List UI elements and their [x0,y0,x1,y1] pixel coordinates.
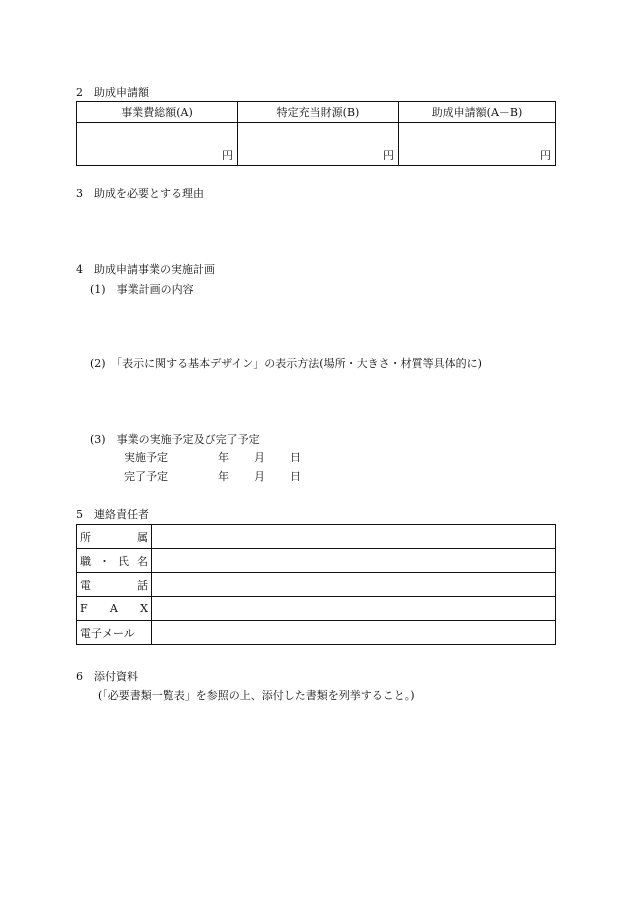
section-4-heading: 4 助成申請事業の実施計画 [76,263,215,276]
email-field[interactable] [152,621,556,645]
table-row [77,573,556,597]
section-3-heading: 3 助成を必要とする理由 [76,187,204,200]
section-6-heading: 6 添付資料 [76,670,138,683]
yen-unit: 円 [383,149,394,162]
month-label: 月 [254,470,265,483]
section-4-3: (3) 事業の実施予定及び完了予定 [90,433,260,446]
year-label: 年 [218,451,229,464]
row-label-position-name: 職 ・ 氏 名 [77,549,152,573]
year-label: 年 [218,470,229,483]
section-2-heading: 2 助成申請額 [76,86,149,99]
day-label: 日 [290,451,301,464]
cell-requested-amount[interactable] [399,123,556,166]
day-label: 日 [290,470,301,483]
table-row [77,549,556,573]
row-label-email: 電子メール [77,621,152,645]
phone-field[interactable] [152,573,556,597]
col-specific-funding: 特定充当財源(B) [238,102,399,123]
contact-person-table [76,524,556,645]
yen-unit: 円 [540,149,551,162]
row-label-affiliation: 所 属 [77,525,152,549]
schedule-label: 実施予定 [124,451,168,464]
row-label-fax: F A X [77,597,152,621]
fax-field[interactable] [152,597,556,621]
table-row [77,621,556,645]
section-6-note: (「必要書類一覧表」を参照の上、添付した書類を列挙すること。) [98,689,415,702]
application-amount-table [76,101,556,166]
row-label-phone: 電 話 [77,573,152,597]
col-total-cost: 事業費総額(A) [77,102,238,123]
section-4-1: (1) 事業計画の内容 [90,283,194,296]
affiliation-field[interactable] [152,525,556,549]
yen-unit: 円 [222,149,233,162]
schedule-label: 完了予定 [124,470,168,483]
table-row [77,597,556,621]
table-row [77,525,556,549]
col-requested-amount: 助成申請額(A－B) [399,102,556,123]
position-name-field[interactable] [152,549,556,573]
section-5-heading: 5 連絡責任者 [76,508,149,521]
cell-total-cost[interactable] [77,123,238,166]
month-label: 月 [254,451,265,464]
cell-specific-funding[interactable] [238,123,399,166]
section-4-2: (2) 「表示に関する基本デザイン」の表示方法(場所・大きさ・材質等具体的に) [90,357,482,370]
